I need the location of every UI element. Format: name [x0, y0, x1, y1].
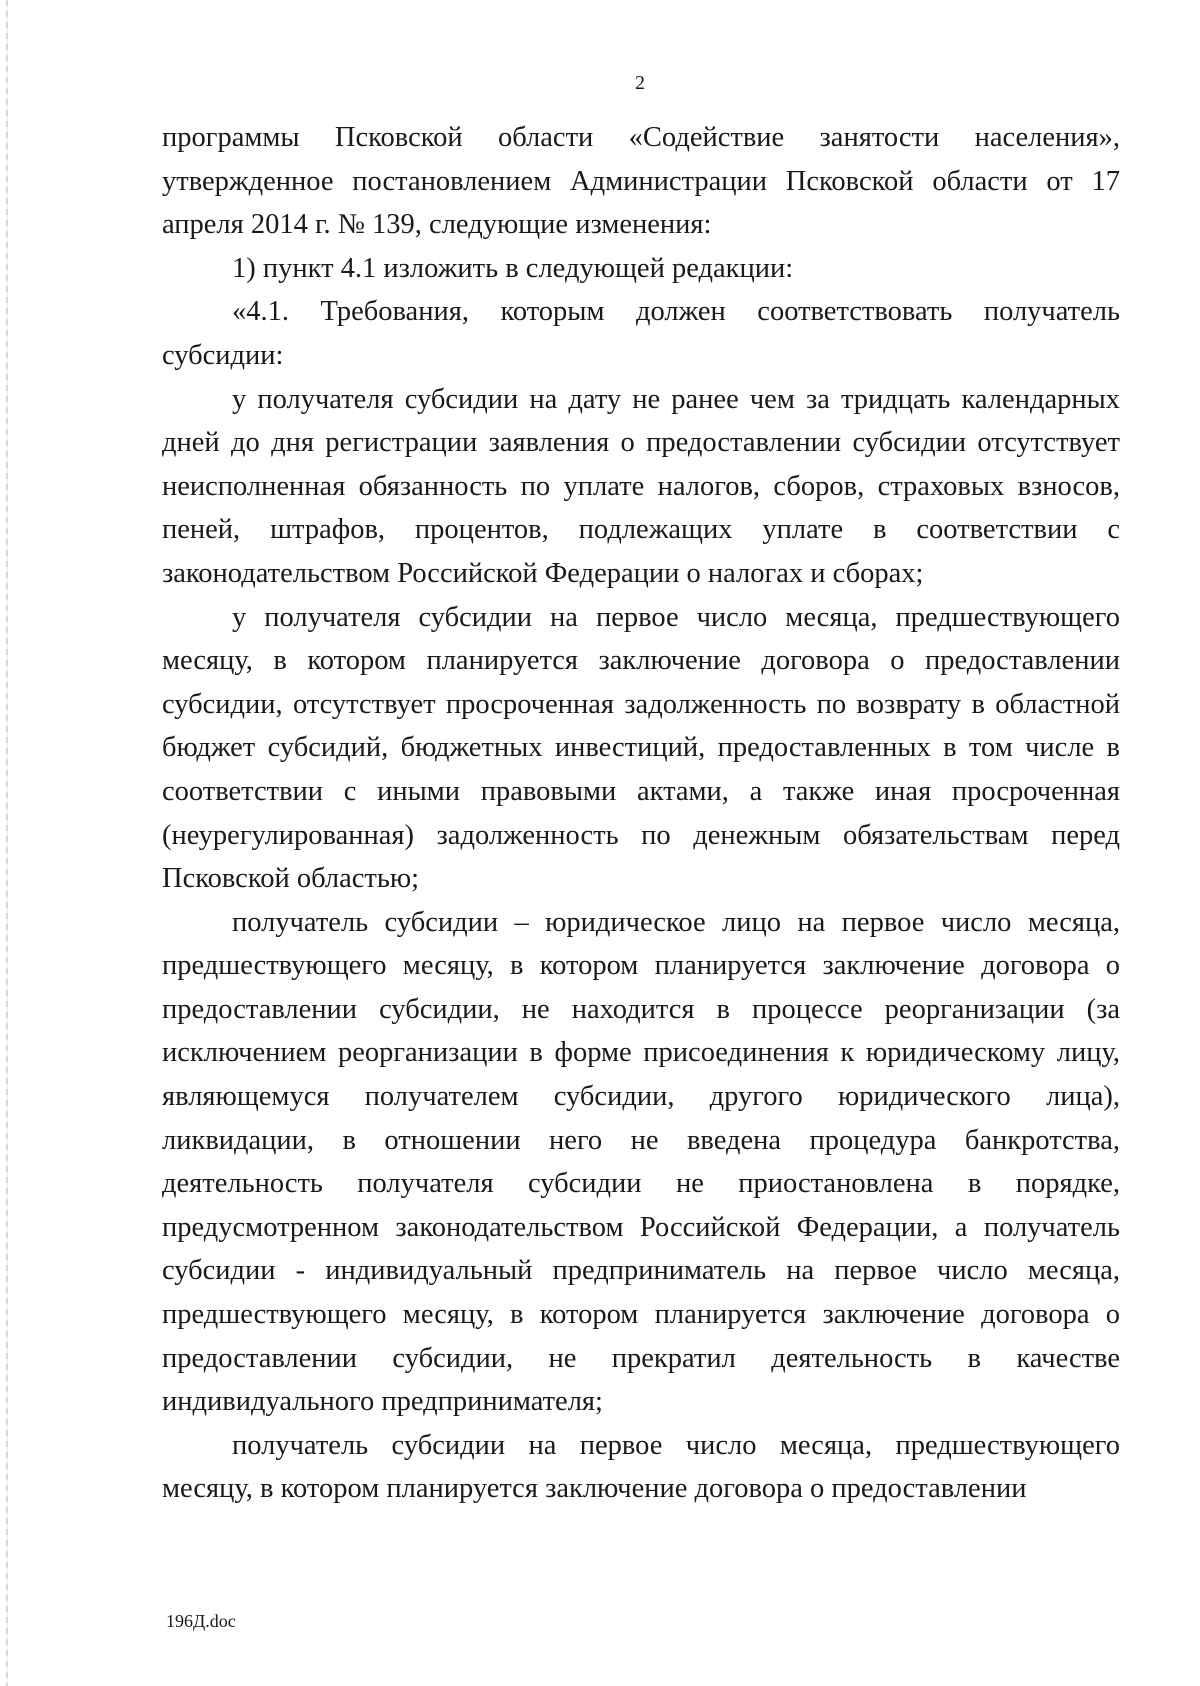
footer-filename: 196Д.doc: [166, 1611, 236, 1631]
paragraph-continuation: программы Псковской области «Содействие занятости населения», утвержденное постановлением Администрации Псковской области от 17 апреля 2014 г. № 139, следующие изменения:: [162, 122, 1120, 241]
page-number: 2: [635, 72, 645, 94]
paragraph-debt-requirement: у получателя субсидии на первое число месяца, предшествующего месяцу, в котором планируется заключение договора о предоставлении субсидии, отсутствует просроченная задолженность по возврату в областной бюджет субсидий, бюджетных инвестиций, предоставленных в том числе в соответствии с иными правовыми актами, а также иная просроченная (неурегулированная) задолженность по денежным обязательствам перед Псковской областью;: [162, 601, 1120, 895]
paragraph-legal-entity-requirement: получатель субсидии – юридическое лицо на первое число месяца, предшествующего месяцу, в котором планируется заключение договора о предоставлении субсидии, не находится в процессе реорганизации (за исключением реорганизации в форме присоединения к юридическому лицу, являющемуся получателем субсидии, другого юридического лица), ликвидации, в отношении него не введена процедура банкротства, деятельность получателя субсидии не приостановлена в порядке, предусмотренном законодательством Российской Федерации, а получатель субсидии - индивидуальный предприниматель на первое число месяца, предшествующего месяцу, в котором планируется заключение договора о предоставлении субсидии, не прекратил деятельность в качестве индивидуального предпринимателя;: [162, 906, 1120, 1418]
paragraph-item-1: 1) пункт 4.1 изложить в следующей редакции:: [232, 252, 794, 284]
paragraph-tax-requirement: у получателя субсидии на дату не ранее чем за тридцать календарных дней до дня регистрации заявления о предоставлении субсидии отсутствует неисполненная обязанность по уплате налогов, сборов, страховых взносов, пеней, штрафов, процентов, подлежащих уплате в соответствии с законодательством Российской Федерации о налогах и сборах;: [162, 383, 1120, 589]
scan-edge-artifact: [6, 0, 8, 1686]
document-body: [162, 116, 1120, 1511]
paragraph-final-partial: получатель субсидии на первое число месяца, предшествующего месяцу, в котором планируется заключение договора о предоставлении: [162, 1429, 1120, 1505]
paragraph-clause-4-1: «4.1. Требования, которым должен соответствовать получатель субсидии:: [162, 296, 1120, 371]
